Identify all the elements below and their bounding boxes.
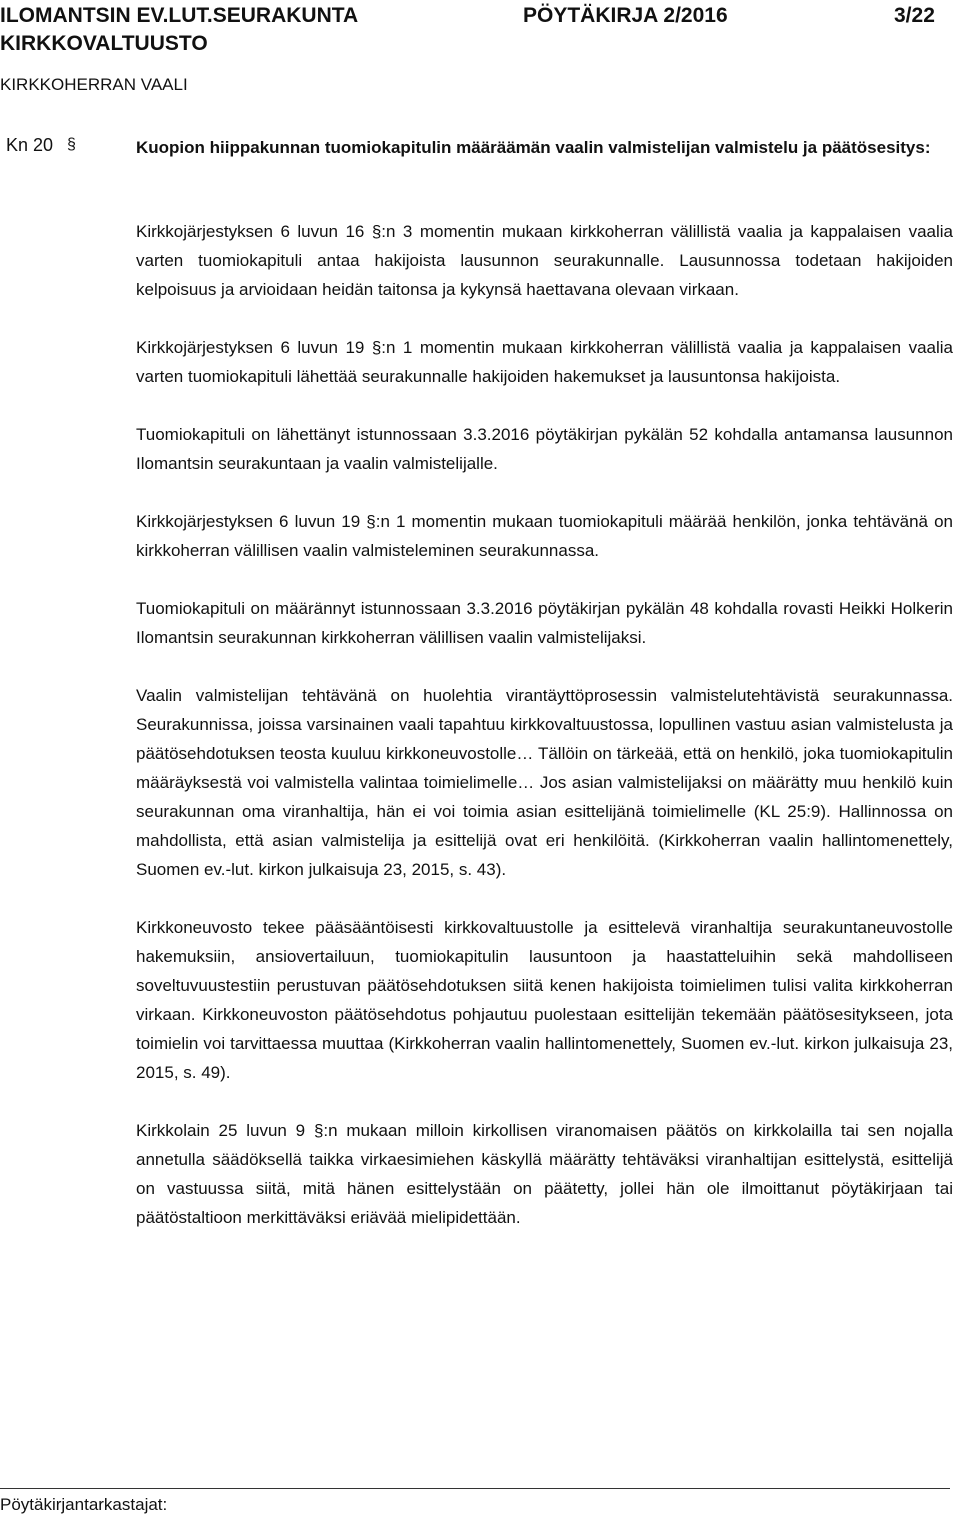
paragraph: Kirkkojärjestyksen 6 luvun 19 §:n 1 momentin mukaan kirkkoherran välillistä vaalia ja kappalaisen vaalia varten tuomiokapituli lähettää seurakunnalle hakijoiden hakemukset ja lausuntonsa hakijoista.: [136, 338, 953, 386]
paragraph: Tuomiokapituli on lähettänyt istunnossaan 3.3.2016 pöytäkirjan pykälän 52 kohdalla antamansa lausunnon Ilomantsin seurakuntaan ja vaalin valmistelijalle.: [136, 425, 953, 473]
item-number: Kn 20: [6, 135, 54, 155]
document-title: PÖYTÄKIRJA 2/2016: [523, 4, 728, 27]
organization-name: ILOMANTSIN EV.LUT.SEURAKUNTA: [0, 4, 359, 27]
signature-divider: [0, 1488, 950, 1489]
body-name: KIRKKOVALTUUSTO: [0, 32, 208, 55]
paragraph: Tuomiokapituli on määrännyt istunnossaan 3.3.2016 pöytäkirjan pykälän 48 kohdalla rovasti Heikki Holkerin Ilomantsin seurakunnan kirkkoherran välillisen vaalin valmistelijaksi.: [136, 599, 953, 647]
section-title: KIRKKOHERRAN VAALI: [0, 75, 188, 94]
paragraph: Kirkkojärjestyksen 6 luvun 16 §:n 3 momentin mukaan kirkkoherran välillistä vaalia ja kappalaisen vaalia varten tuomiokapituli antaa hakijoista lausunnon seurakunnalle. Lausunnossa todetaan hakijoiden kelpoisuus ja arvioidaan heidän taitonsa ja kykynsä haettavana olevaan virkaan.: [136, 222, 953, 299]
paragraph: Kirkkoneuvosto tekee pääsääntöisesti kirkkovaltuustolle ja esittelevä viranhaltija seurakuntaneuvostolle hakemuksiin, ansiovertailuun, tuomiokapitulin lausuntoon ja haastatteluihin sekä mahdolliseen soveltuvuustestiin perustuvan päätösehdotuksen siitä kenen hakijoista toimielimen tulisi valita kirkkoherran virkaan. Kirkkoneuvoston päätösehdotus pohjautuu puolestaan esittelijän tekemään päätösesitykseen, jota toimielin voi tarvittaessa muuttaa (Kirkkoherran vaalin hallintomenettely, Suomen ev.-lut. kirkon julkaisuja 23, 2015, s. 49).: [136, 918, 953, 1082]
footer-label: Pöytäkirjantarkastajat:: [0, 1495, 168, 1514]
paragraph: Kirkkojärjestyksen 6 luvun 19 §:n 1 momentin mukaan tuomiokapituli määrää henkilön, jonka tehtävänä on kirkkoherran välillisen vaalin valmisteleminen seurakunnassa.: [136, 512, 953, 560]
page-number: 3/22: [894, 4, 935, 27]
item-body: [136, 217, 953, 1261]
paragraph: Kirkkolain 25 luvun 9 §:n mukaan milloin kirkollisen viranomaisen päätös on kirkkolailla tai sen nojalla annetulla säädöksellä taikka virkaesimiehen käskyllä määrätty tehtäväksi viranhaltijan esittelystä, esittelijä on vastuussa siitä, mitä hänen esittelystään on päätetty, jollei hän ole ilmoittanut pöytäkirjaan tai päätöstaltioon merkittäväksi eriävää mielipidettään.: [136, 1121, 953, 1227]
item-title: Kuopion hiippakunnan tuomiokapitulin määräämän vaalin valmistelijan valmistelu ja päätösesitys:: [136, 138, 931, 157]
section-mark: §: [67, 136, 76, 153]
paragraph: Vaalin valmistelijan tehtävänä on huolehtia virantäyttöprosessin valmistelutehtävistä seurakunnassa. Seurakunnissa, joissa varsinainen vaali tapahtuu kirkkovaltuustossa, lopullinen vastuu asian valmistelusta ja päätösehdotuksen teosta kuuluu kirkkoneuvostolle… Tällöin on tärkeää, että on henkilö, joka tuomiokapitulin määräyksestä voi valmistella valintaa toimielimelle… Jos asian valmistelijaksi on määrätty muu henkilö kuin seurakunnan oma viranhaltija, hän ei voi toimia asian esittelijänä toimielimelle (KL 25:9). Hallinnossa on mahdollista, että asian valmistelija ja esittelijä ovat eri henkilöitä. (Kirkkoherran vaalin hallintomenettely, Suomen ev.-lut. kirkon julkaisuja 23, 2015, s. 43).: [136, 686, 953, 879]
